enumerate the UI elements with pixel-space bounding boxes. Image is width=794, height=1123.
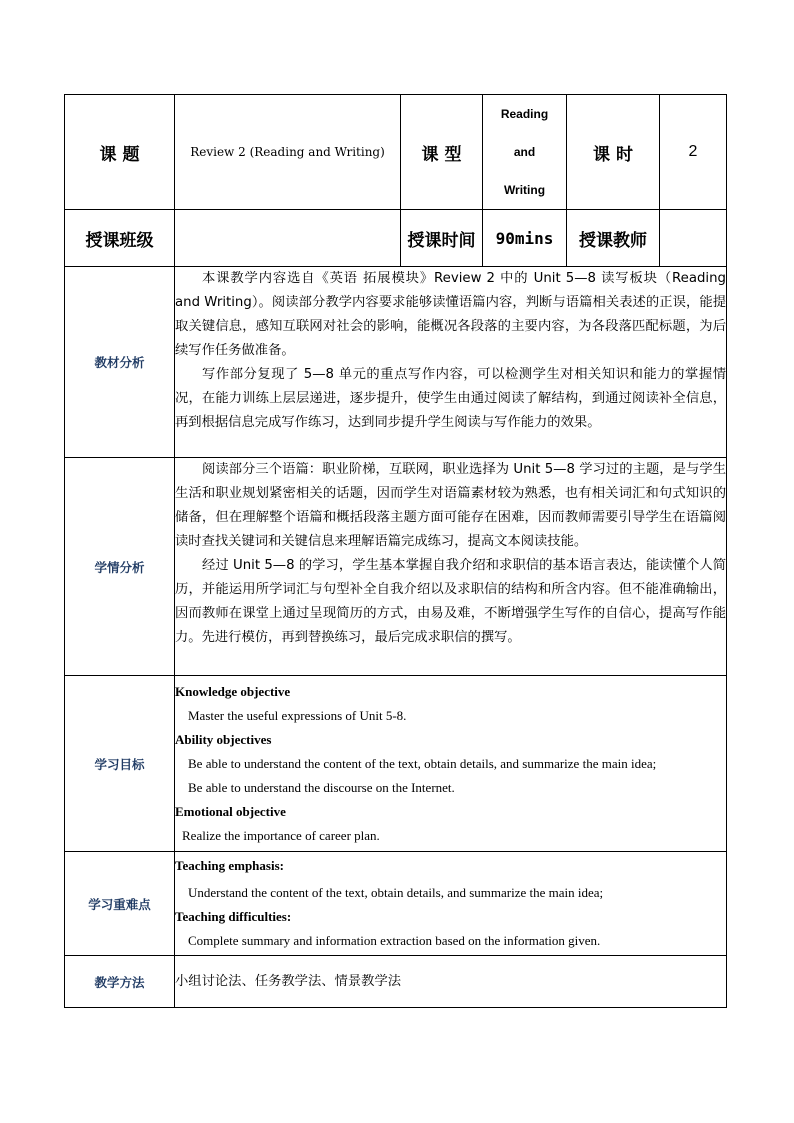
type-label: 课 型 bbox=[401, 95, 483, 210]
key-points-label: 学习重难点 bbox=[65, 852, 175, 956]
type-value-line: Writing bbox=[503, 183, 546, 197]
emphasis-item: Understand the content of the text, obtain details, and summarize the main idea; bbox=[188, 885, 604, 900]
key-points-row bbox=[65, 852, 727, 956]
students-label: 学情分析 bbox=[65, 458, 175, 676]
knowledge-heading: Knowledge objective bbox=[175, 683, 291, 699]
ability-heading: Ability objectives bbox=[175, 731, 272, 747]
header-row-1 bbox=[65, 95, 727, 210]
hours-value: 2 bbox=[660, 95, 727, 210]
students-paragraph: 经过 Unit 5—8 的学习，学生基本掌握自我介绍和求职信的基本语言表达，能读懂个人简历，并能运用所学词汇与句型补全自我介绍以及求职信的结构和所含内容。但不能准确输出，因而教师在课堂上通过呈现简历的方式，由易及难，不断增强学生写作的自信心，提高写作能力。先进行模仿，再到替换练习，最后完成求职信的撰写。 bbox=[175, 558, 726, 645]
time-label: 授课时间 bbox=[401, 210, 483, 267]
teacher-label: 授课教师 bbox=[567, 210, 660, 267]
time-value: 90mins bbox=[483, 210, 567, 267]
type-value-line: and bbox=[513, 145, 536, 159]
methods-value: 小组讨论法、任务教学法、情景教学法 bbox=[175, 956, 727, 1008]
class-label: 授课班级 bbox=[65, 210, 175, 267]
ability-item: Be able to understand the discourse on the Internet. bbox=[188, 779, 455, 795]
emphasis-heading: Teaching emphasis: bbox=[175, 858, 284, 873]
class-value bbox=[175, 210, 401, 267]
objectives-content bbox=[175, 676, 727, 852]
material-paragraph: 本课教学内容选自《英语 拓展模块》Review 2 中的 Unit 5—8 读写板块（Reading and Writing）。阅读部分教学内容要求能够读懂语篇内容，判断与语篇相关表述的正误，能提取关键信息，感知互联网对社会的影响，能概况各段落的主要内容，为各段落匹配标题，为后续写作任务做准备。 bbox=[175, 271, 726, 358]
type-value-line: Reading bbox=[500, 107, 549, 121]
material-content bbox=[175, 267, 727, 458]
material-row bbox=[65, 267, 727, 458]
difficulty-item: Complete summary and information extraction based on the information given. bbox=[188, 933, 601, 948]
emotional-item: Realize the importance of career plan. bbox=[182, 827, 380, 843]
methods-row bbox=[65, 956, 727, 1008]
emotional-heading: Emotional objective bbox=[175, 803, 286, 819]
students-row bbox=[65, 458, 727, 676]
teacher-value bbox=[660, 210, 727, 267]
knowledge-item: Master the useful expressions of Unit 5-8. bbox=[188, 707, 407, 723]
material-paragraph: 写作部分复现了 5—8 单元的重点写作内容，可以检测学生对相关知识和能力的掌握情况，在能力训练上层层递进，逐步提升，使学生由通过阅读了解结构，到通过阅读补全信息，再到根据信息完成写作练习，达到同步提升学生阅读与写作能力的效果。 bbox=[175, 367, 726, 430]
lesson-plan-table bbox=[64, 94, 727, 1008]
difficulty-heading: Teaching difficulties: bbox=[175, 909, 292, 924]
students-content bbox=[175, 458, 727, 676]
header-row-2 bbox=[65, 210, 727, 267]
hours-label: 课 时 bbox=[567, 95, 660, 210]
objectives-row bbox=[65, 676, 727, 852]
students-paragraph: 阅读部分三个语篇：职业阶梯，互联网，职业选择为 Unit 5—8 学习过的主题，是与学生生活和职业规划紧密相关的话题，因而学生对语篇素材较为熟悉，也有相关词汇和句式知识的储备，但在理解整个语篇和概括段落主题方面可能存在困难，因而教师需要引导学生在语篇阅读时查找关键词和关键信息来理解语篇完成练习，提高文本阅读技能。 bbox=[175, 462, 726, 549]
objectives-label: 学习目标 bbox=[65, 676, 175, 852]
methods-label: 教学方法 bbox=[65, 956, 175, 1008]
key-points-content bbox=[175, 852, 727, 956]
type-value bbox=[483, 95, 567, 210]
material-label: 教材分析 bbox=[65, 267, 175, 458]
topic-label: 课 题 bbox=[65, 95, 175, 210]
topic-value: Review 2 (Reading and Writing) bbox=[175, 95, 401, 210]
ability-item: Be able to understand the content of the text, obtain details, and summarize the main idea; bbox=[188, 755, 657, 771]
